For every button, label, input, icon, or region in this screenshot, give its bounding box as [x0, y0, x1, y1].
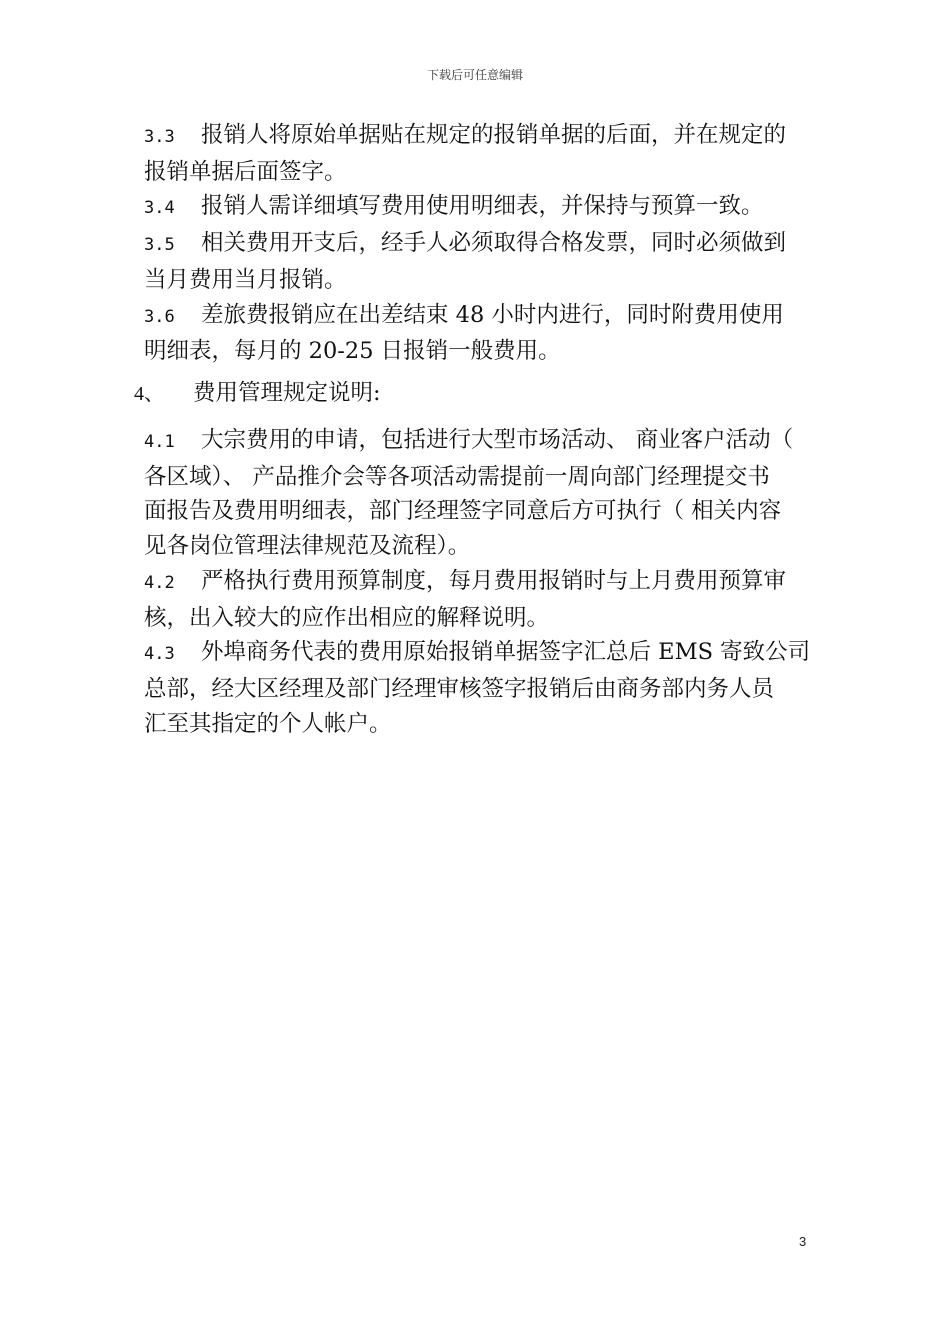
item-number: 4.2: [144, 572, 175, 593]
list-item-3-6-line-1: 3.6 差旅费报销应在出差结束 48 小时内进行，同时附费用使用: [144, 298, 810, 335]
item-number: 4.3: [144, 644, 175, 665]
list-item-4-3-line-2: 总部，经大区经理及部门经理审核签字报销后由商务部内务人员: [144, 675, 775, 702]
item-number: 3.4: [144, 198, 175, 219]
list-item-4-3-line-1: 4.3 外埠商务代表的费用原始报销单据签字汇总后 EMS 寄致公司: [144, 635, 810, 672]
page-number: 3: [799, 1234, 807, 1249]
item-number: 3.6: [144, 306, 175, 327]
section-title: 费用管理规定说明:: [193, 380, 381, 406]
list-item-4-1-line-1: 4.1 大宗费用的申请，包括进行大型市场活动、 商业客户活动（: [144, 423, 810, 460]
list-item-4-2-line-2: 核，出入较大的应作出相应的解释说明。: [144, 604, 550, 631]
item-number: 3.3: [144, 127, 175, 147]
list-item-4-1-line-2: 各区域）、 产品推介会等各项活动需提前一周向部门经理提交书: [144, 463, 770, 490]
section-4-heading: [134, 376, 381, 412]
list-item-3-5-line-1: 3.5 相关费用开支后，经手人必须取得合格发票，同时必须做到: [144, 226, 810, 263]
list-item-4-3-line-3: 汇至其指定的个人帐户。: [144, 710, 392, 737]
list-item-3-6-line-2: 明细表，每月的 20-25 日报销一般费用。: [144, 338, 561, 365]
list-item-4-1-line-3: 面报告及费用明细表，部门经理签字同意后方可执行（ 相关内容: [144, 498, 782, 525]
item-number: 3.5: [144, 235, 175, 256]
list-item-3-3-line-2: 报销单据后面签字。: [144, 158, 347, 185]
section-3-list: [144, 118, 810, 369]
page-header: 下载后可任意编辑: [426, 68, 523, 82]
item-number: 4.1: [144, 432, 175, 452]
list-item-3-3-line-1: 3.3 报销人将原始单据贴在规定的报销单据的后面，并在规定的: [144, 118, 810, 155]
section-number: 4、: [134, 383, 164, 405]
list-item-3-4-line-1: 3.4 报销人需详细填写费用使用明细表，并保持与预算一致。: [144, 189, 810, 226]
section-4-list: [144, 423, 810, 741]
list-item-4-2-line-1: 4.2 严格执行费用预算制度，每月费用报销时与上月费用预算审: [144, 564, 810, 601]
list-item-4-1-line-4: 见各岗位管理法律规范及流程）。: [144, 533, 471, 560]
list-item-3-5-line-2: 当月费用当月报销。: [144, 266, 347, 293]
